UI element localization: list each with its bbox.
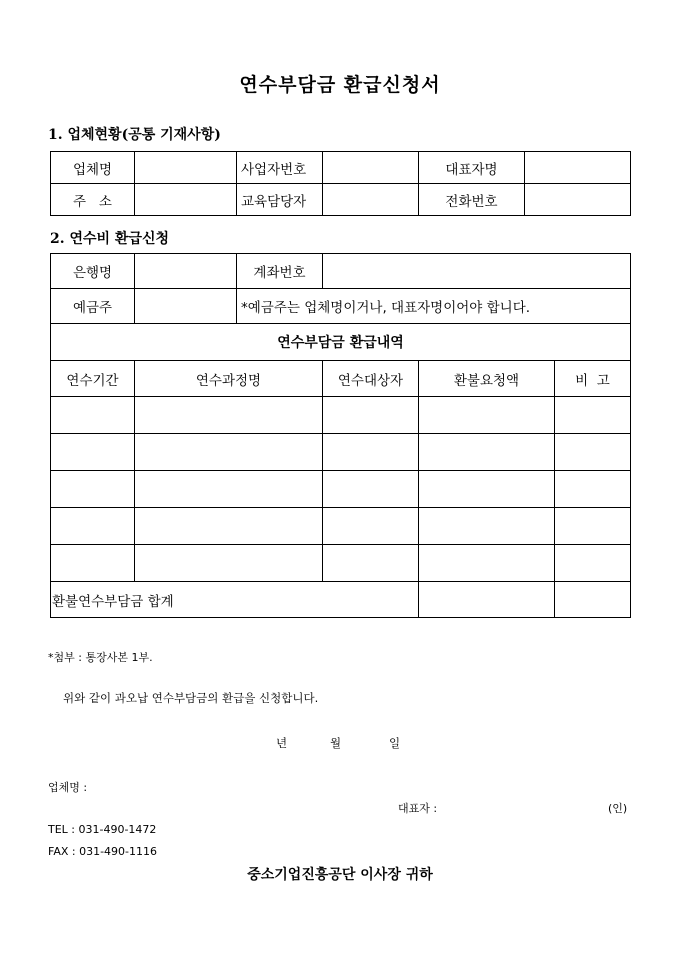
table-row xyxy=(51,397,631,434)
edu-manager-field[interactable] xyxy=(323,184,419,216)
trainee-cell[interactable] xyxy=(323,397,419,434)
course-cell[interactable] xyxy=(135,471,323,508)
address-field[interactable] xyxy=(135,184,237,216)
account-field[interactable] xyxy=(323,254,631,289)
date-year: 년 xyxy=(276,736,288,750)
amount-cell[interactable] xyxy=(419,508,555,545)
col-course: 연수과정명 xyxy=(135,361,323,397)
course-cell[interactable] xyxy=(135,397,323,434)
edu-manager-label: 교육담당자 xyxy=(237,184,323,216)
company-name-label: 업체명 xyxy=(51,152,135,184)
col-trainee: 연수대상자 xyxy=(323,361,419,397)
col-period: 연수기간 xyxy=(51,361,135,397)
section2-heading: 2. 연수비 환급신청 xyxy=(50,231,170,247)
date-day: 일 xyxy=(389,736,401,750)
tel-number: TEL : 031-490-1472 xyxy=(48,823,157,836)
bank-field[interactable] xyxy=(135,254,237,289)
refund-table xyxy=(50,253,631,618)
ceo-name-field[interactable] xyxy=(525,152,631,184)
table-row xyxy=(51,508,631,545)
total-label: 환불연수부담금 합계 xyxy=(51,582,419,618)
attachment-note: *첨부 : 통장사본 1부. xyxy=(48,651,153,664)
total-amount-field[interactable] xyxy=(419,582,555,618)
addressee: 중소기업진흥공단 이사장 귀하 xyxy=(247,867,433,883)
ceo-sign-label: 대표자 : xyxy=(398,802,438,815)
amount-cell[interactable] xyxy=(419,471,555,508)
trainee-cell[interactable] xyxy=(323,434,419,471)
amount-cell[interactable] xyxy=(419,397,555,434)
remarks-cell[interactable] xyxy=(555,397,631,434)
holder-label: 예금주 xyxy=(51,289,135,324)
trainee-cell[interactable] xyxy=(323,508,419,545)
trainee-cell[interactable] xyxy=(323,471,419,508)
bizno-label: 사업자번호 xyxy=(237,152,323,184)
course-cell[interactable] xyxy=(135,434,323,471)
period-cell[interactable] xyxy=(51,397,135,434)
date-month: 월 xyxy=(330,736,342,750)
amount-cell[interactable] xyxy=(419,434,555,471)
period-cell[interactable] xyxy=(51,434,135,471)
amount-cell[interactable] xyxy=(419,545,555,582)
col-remarks: 비 고 xyxy=(555,361,631,397)
period-cell[interactable] xyxy=(51,508,135,545)
trainee-cell[interactable] xyxy=(323,545,419,582)
table-row xyxy=(51,545,631,582)
ceo-name-label: 대표자명 xyxy=(419,152,525,184)
company-name-field[interactable] xyxy=(135,152,237,184)
address-label: 주 소 xyxy=(51,184,135,216)
remarks-cell[interactable] xyxy=(555,471,631,508)
phone-field[interactable] xyxy=(525,184,631,216)
seal-mark: (인) xyxy=(608,802,628,815)
account-label: 계좌번호 xyxy=(237,254,323,289)
holder-note: *예금주는 업체명이거나, 대표자명이어야 합니다. xyxy=(237,289,631,324)
period-cell[interactable] xyxy=(51,545,135,582)
remarks-cell[interactable] xyxy=(555,545,631,582)
form-title: 연수부담금 환급신청서 xyxy=(239,74,441,96)
col-refund-amount: 환불요청액 xyxy=(419,361,555,397)
total-remarks-field[interactable] xyxy=(555,582,631,618)
section1-heading: 1. 업체현황(공통 기재사항) xyxy=(48,127,221,143)
fax-number: FAX : 031-490-1116 xyxy=(48,845,158,858)
company-sign-label: 업체명 : xyxy=(48,781,88,794)
refund-detail-title: 연수부담금 환급내역 xyxy=(51,324,631,361)
period-cell[interactable] xyxy=(51,471,135,508)
bizno-field[interactable] xyxy=(323,152,419,184)
bank-label: 은행명 xyxy=(51,254,135,289)
remarks-cell[interactable] xyxy=(555,508,631,545)
application-statement: 위와 같이 과오납 연수부담금의 환급을 신청합니다. xyxy=(63,691,319,705)
phone-label: 전화번호 xyxy=(419,184,525,216)
remarks-cell[interactable] xyxy=(555,434,631,471)
course-cell[interactable] xyxy=(135,508,323,545)
table-row xyxy=(51,471,631,508)
holder-field[interactable] xyxy=(135,289,237,324)
company-info-table xyxy=(50,151,631,216)
course-cell[interactable] xyxy=(135,545,323,582)
table-row xyxy=(51,434,631,471)
